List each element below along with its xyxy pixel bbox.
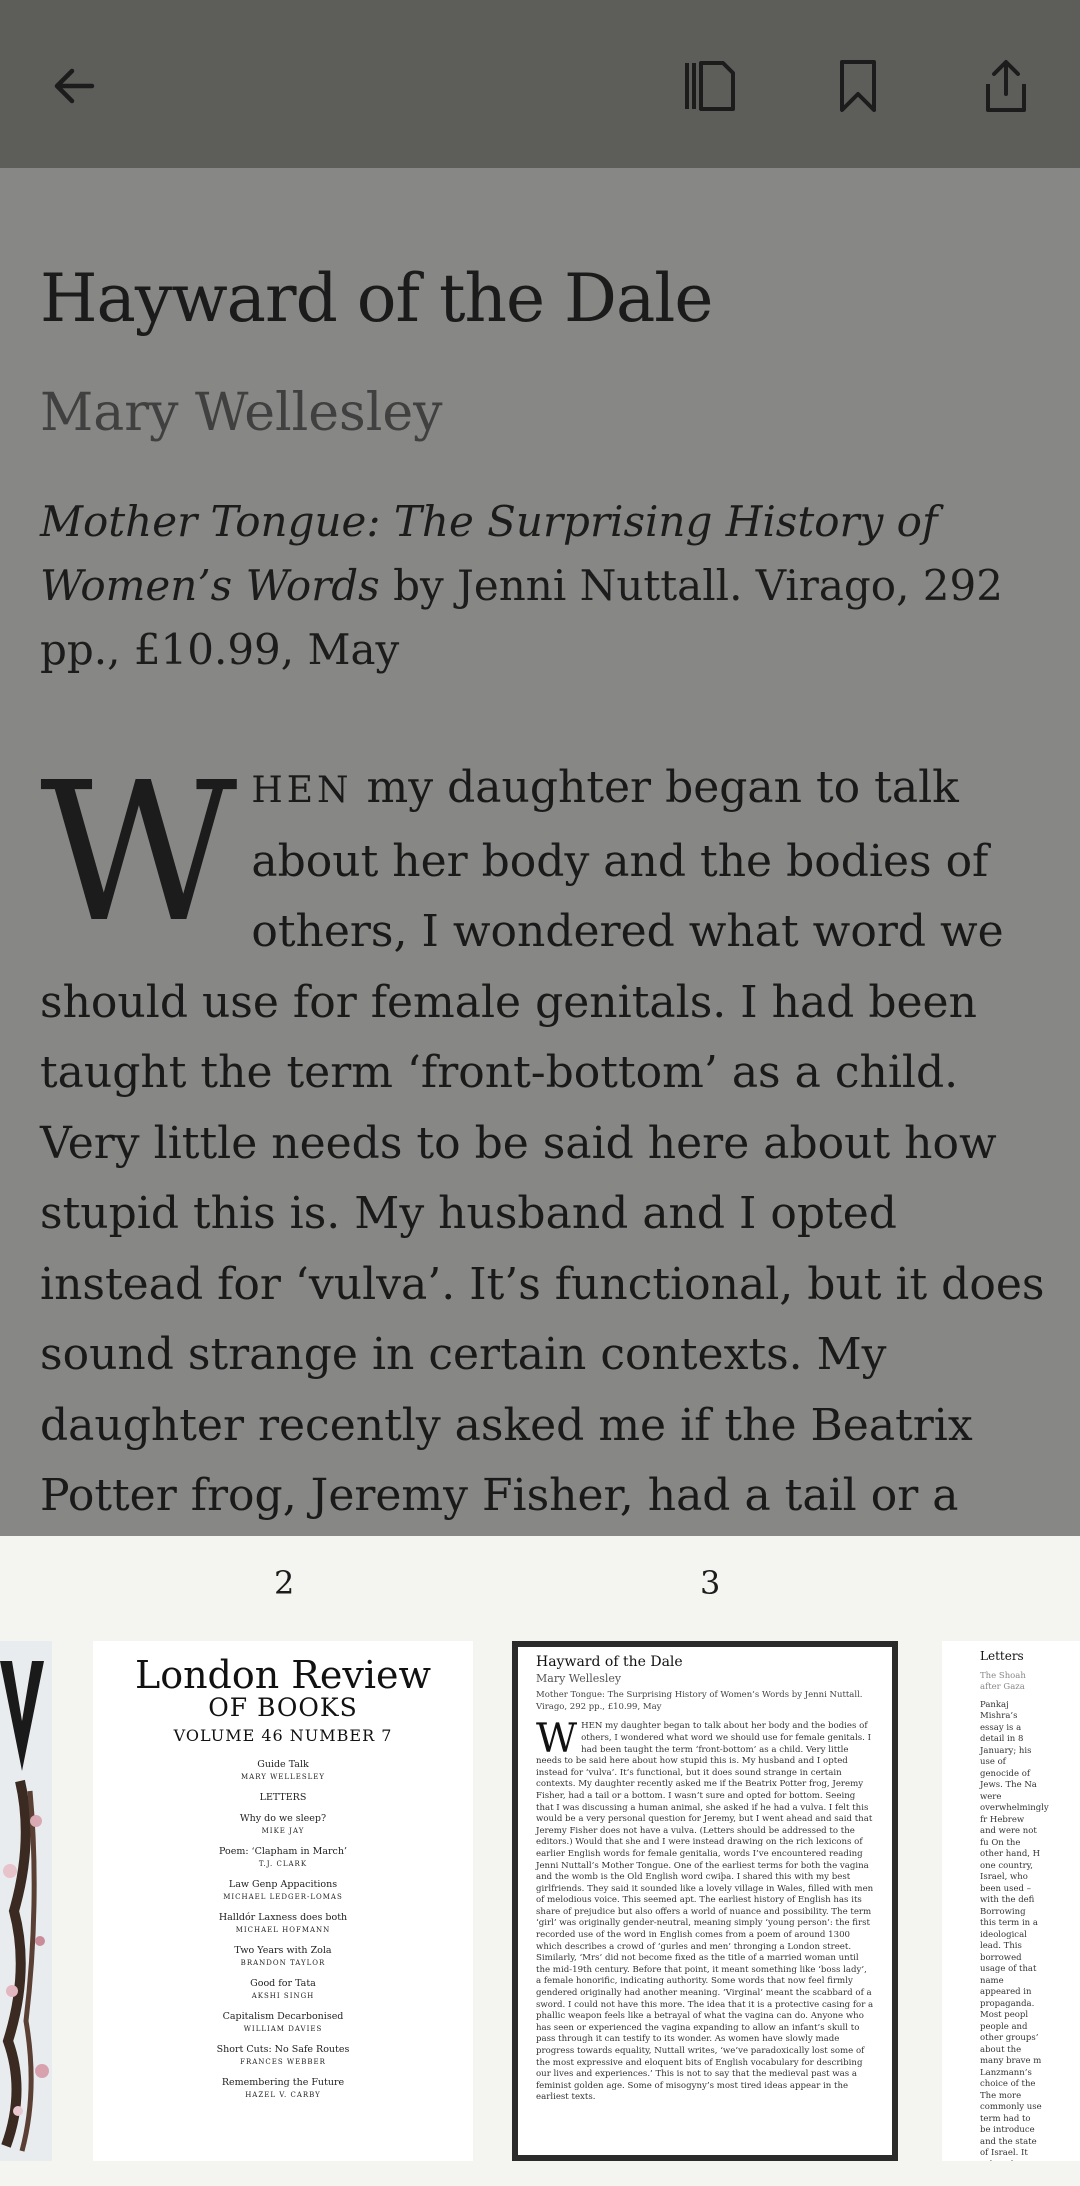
cover-volume: VOLUME 46 NUMBER 7 <box>173 1726 393 1745</box>
bookmark-icon <box>836 58 880 114</box>
cover-contents-author: WILLIAM DAVIES <box>243 2025 323 2033</box>
back-button[interactable] <box>38 50 110 122</box>
cover-contents-item <box>93 1792 473 1804</box>
lead-smallcaps: HEN <box>251 770 353 811</box>
cover-contents-title: Good for Tata <box>250 1978 316 1989</box>
cover-contents-author: FRANCES WEBBER <box>240 2058 326 2066</box>
cover-contents-author: MICHAEL LEDGER-LOMAS <box>223 1893 343 1901</box>
mini-body <box>536 1716 874 2104</box>
article-body <box>40 742 1050 1536</box>
bookmark-button[interactable] <box>822 50 894 122</box>
cover-contents-author: MIKE JAY <box>261 1827 305 1835</box>
cover-contents-author: AKSHI SINGH <box>251 1992 315 2000</box>
cover-contents-title: Guide Talk <box>257 1759 309 1770</box>
book-title: Mother Tongue: The Surprising History of Women’s Words <box>40 497 938 610</box>
page-number-2: 2 <box>274 1564 295 1602</box>
cover-contents-item <box>93 1813 473 1837</box>
thumbnail-page-4[interactable] <box>942 1641 1080 2161</box>
mini-citation: Mother Tongue: The Surprising History of Women’s Words by Jenni Nuttall. Virago, 292 pp., £10.99, May <box>536 1690 863 1712</box>
cover-contents-title: Law Genp Appacitions <box>228 1879 338 1890</box>
thumbnail-page-3-current[interactable] <box>512 1641 898 2161</box>
cover-contents-title: Two Years with Zola <box>234 1945 332 1956</box>
next-page-heading: The Shoah after Gaza <box>980 1670 1026 1692</box>
drop-cap: W <box>40 742 238 965</box>
cover-contents-title: Capitalism Decarbonised <box>222 2011 344 2022</box>
cover-contents-item <box>93 1945 473 1969</box>
cover-contents-author: T.J. CLARK <box>258 1860 308 1868</box>
cover-artwork-image <box>0 1641 52 2161</box>
share-button[interactable] <box>970 50 1042 122</box>
thumbnail-page-1[interactable] <box>0 1641 52 2161</box>
thumbnail-page-2[interactable] <box>93 1641 473 2161</box>
cover-contents-author: HAZEL V. CARBY <box>245 2091 321 2099</box>
cover-contents-title: Short Cuts: No Safe Routes <box>216 2044 350 2055</box>
next-page-title: Letters <box>980 1649 1024 1663</box>
back-arrow-icon <box>48 60 100 112</box>
next-page-text: Pankaj Mishra’s essay is a detail in 8 January; his use of genocide of Jews. The Na were overwhelmingly fr Hebrew and were not fu On the other hand, H one country, Israel, who been used – with the defi Borrowing this term in a ideological lead. This borrowed usage of that name appeared in propaganda. Most peopl people and other groups’ about the many brave m Lanzmann’s choice of the The more commonly use term had to be introduce and the state of Israel. It <box>980 1699 1049 2158</box>
cover-contents-item <box>93 1978 473 2002</box>
article-view[interactable] <box>0 168 1080 1536</box>
cover-masthead: London Review <box>134 1653 432 1697</box>
page-thumbnail-strip[interactable] <box>0 1536 1080 2186</box>
cover-contents-item <box>93 1846 473 1870</box>
mini-title: Hayward of the Dale <box>536 1654 683 1670</box>
page-view-button[interactable] <box>674 50 746 122</box>
cover-contents-title: Poem: ‘Clapham in March’ <box>218 1846 348 1857</box>
cover-contents-title: Why do we sleep? <box>239 1813 327 1824</box>
cover-contents-item <box>93 2077 473 2101</box>
body-paragraph: my daughter began to talk about her body and the bodies of others, I wondered what word we should use for female genitals. I had been taught the term ‘front-bottom’ as a child. Very little needs to be said here about how stupid this is. My husband and I opted instead for ‘vulva’. It’s functional, but it does sound strange in certain contexts. My daughter recently asked me if the Beatrix Potter frog, Jeremy Fisher, had a tail or a <box>40 762 1045 1521</box>
article-title: Hayward of the Dale <box>40 260 713 337</box>
cover-contents-author: BRANDON TAYLOR <box>240 1959 326 1967</box>
cover-contents-item <box>93 2044 473 2068</box>
cover-contents-title: LETTERS <box>259 1792 307 1803</box>
book-citation <box>40 490 1040 682</box>
mini-author: Mary Wellesley <box>536 1671 622 1685</box>
cover-contents-author: MARY WELLESLEY <box>240 1773 325 1781</box>
top-toolbar <box>0 0 1080 168</box>
book-details: by Jenni Nuttall. Virago, 292 pp., £10.99, May <box>40 561 1003 674</box>
page-view-icon <box>681 57 739 115</box>
cover-contents-item <box>93 2011 473 2035</box>
cover-contents-author: MICHAEL HOFMANN <box>235 1926 331 1934</box>
cover-contents-item <box>93 1912 473 1936</box>
cover-contents-item <box>93 1879 473 1903</box>
cover-contents-list <box>93 1759 473 2101</box>
cover-masthead-sub: OF BOOKS <box>208 1693 358 1722</box>
cover-contents-title: Remembering the Future <box>221 2077 345 2088</box>
cover-contents-title: Halldór Laxness does both <box>218 1912 348 1923</box>
article-author: Mary Wellesley <box>40 383 443 443</box>
mini-body-text: HEN my daughter began to talk about her body and the bodies of others, I wondered what word we should use for female genitals. I had been taught the term ‘front-bottom’ as a child. Very little needs to be said here about how stupid this is. My husband and I opted instead for ‘vulva’. It’s functional, but it does sound strange in certain contexts. My daughter recently asked me if the Beatrix Potter frog, Jeremy Fisher, had a tail or a bottom. I wasn’t sure and opted for bottom. Seeing that I was discussing a human animal, she asked if he had a vulva. I felt this would be a very personal question for Jeremy, but I went ahead and said that Jeremy Fisher does not have a vulva. (Letters should be addressed to the editors.) Would that she and I were instead drawing on the rich lexicons of earlier English words for female genitalia, words I’ve encountered reading Jenni Nuttall’s Mother Tongue. One of the earliest terms for both the vagina and the womb is the Old English word cwiþa. I shared this with my best girlfriends. They said it sounded like a lovely village in Wales, filled with men of melodious voice. This seemed apt. The earliest history of English has its share of prejudice but also offers a world of nuance and possibility. The term ‘girl’ was originally gender-neutral, meaning simply ‘young person’: the first recorded use of the word in English comes from a poem of around 1300 which describes a crowd of ‘gurles and men’ thronging a London street. Similarly, ‘Mrs’ did not become fixed as the title of a married woman until the mid-19th century. Before that point, it meant something like ‘boss lady’, a female honorific, indicating authority. Some words that now feel firmly gendered originally had another meaning. ‘Virginal’ meant the scabbard of a sword. I could not have this more. The idea that it is a protective casing for a phallic weapon feels like a betrayal of what the vagina can do. Anyone who has seen or experienced the vagina expanding to allow an infant’s skull to pass through it can testify to its wonder. As women have slowly made progress towards equality, Nuttall writes, ‘we’ve paradoxically lost some of the most expressive and eloquent bits of English vocabulary for describing our lives and experiences.’ This is not to say that the medieval past was a feminist golden age. Some of misogyny’s most tired ideas appear in the earliest texts. <box>536 1721 874 2103</box>
mini-drop-cap: W <box>536 1716 578 1763</box>
page-number-3: 3 <box>700 1564 721 1602</box>
share-icon <box>980 58 1032 114</box>
cover-contents-item <box>93 1759 473 1783</box>
